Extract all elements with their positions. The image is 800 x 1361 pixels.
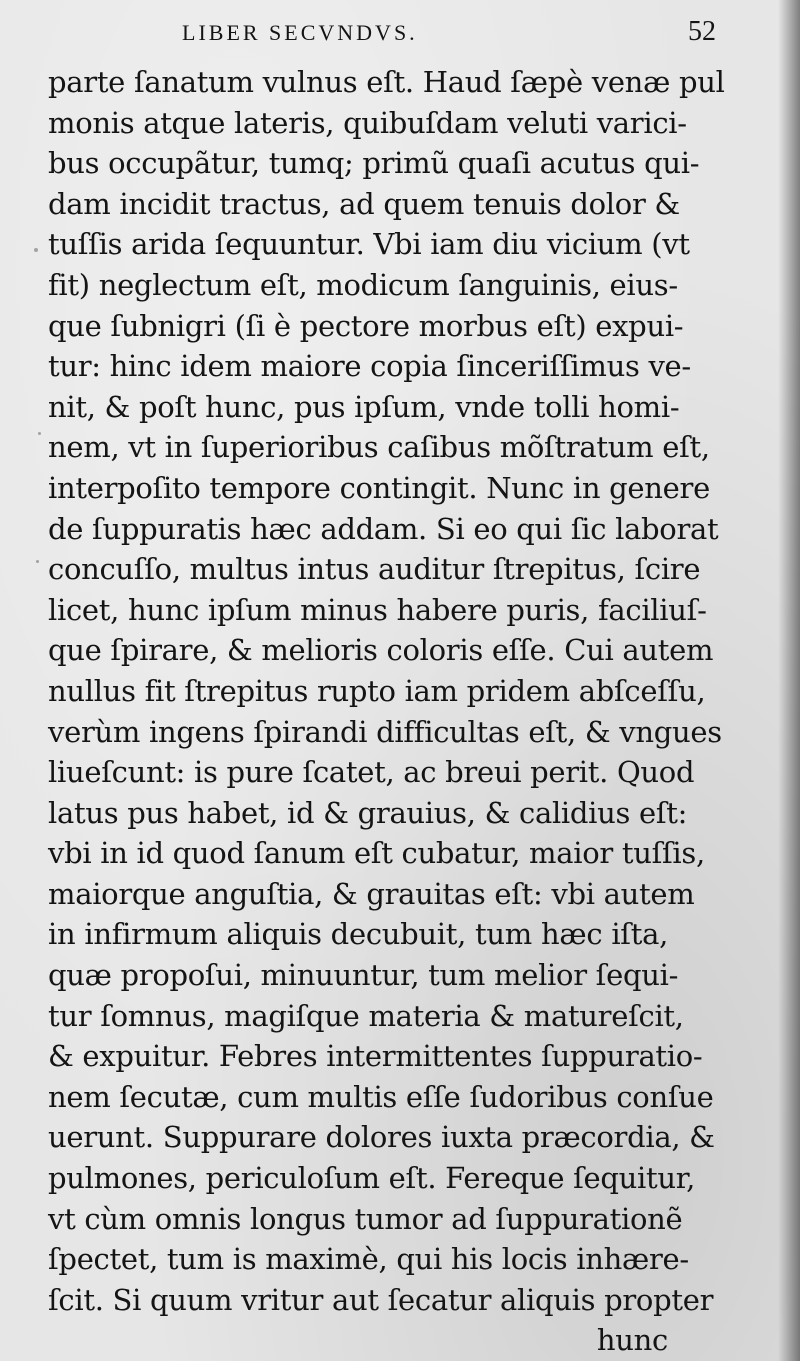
text-line: tur ſomnus, magiſque materia & matureſcit, — [48, 998, 684, 1033]
text-line: in infirmum aliquis decubuit, tum hæc iſta, — [48, 917, 668, 952]
text-line: monis atque lateris, quibuſdam veluti varici- — [48, 105, 687, 140]
page-header — [50, 14, 750, 54]
text-line: bus occupãtur, tumq; primũ quaſi acutus qui- — [48, 146, 700, 181]
text-line: dam incidit tractus, ad quem tenuis dolor & — [48, 186, 680, 221]
text-line: tuſſis arida ſequuntur. Vbi iam diu vicium (vt — [48, 227, 690, 262]
text-line: latus pus habet, id & grauius, & calidius eſt: — [48, 795, 688, 830]
text-line: vt cùm omnis longus tumor ad ſuppurationẽ — [48, 1201, 683, 1236]
text-line: que ſpirare, & melioris coloris eſſe. Cui autem — [48, 633, 714, 668]
ink-speck — [34, 248, 38, 252]
text-line: vbi in id quod ſanum eſt cubatur, maior tuſſis, — [48, 836, 705, 871]
text-line: nem, vt in ſuperioribus caſibus mõſtratum eſt, — [48, 430, 710, 465]
text-line: de ſuppuratis hæc addam. Si eo qui ſic laborat — [48, 511, 719, 546]
text-line: fit) neglectum eſt, modicum ſanguinis, eius- — [48, 267, 678, 302]
text-line: uerunt. Suppurare dolores iuxta præcordia, & — [48, 1120, 715, 1155]
text-line: quæ propoſui, minuuntur, tum melior ſequi- — [48, 958, 679, 993]
text-line: pulmones, periculoſum eſt. Fereque ſequitur, — [48, 1161, 696, 1196]
text-line: que ſubnigri (ſi è pectore morbus eſt) expui- — [48, 308, 684, 343]
text-line: interpoſito tempore contingit. Nunc in genere — [48, 470, 710, 505]
text-line: maiorque anguſtia, & grauitas eſt: vbi autem — [48, 876, 695, 911]
gutter-shadow — [778, 0, 800, 1361]
ink-speck — [36, 560, 39, 563]
text-line: verùm ingens ſpirandi difficultas eſt, & vngues — [48, 714, 722, 749]
text-line: concuſſo, multus intus auditur ſtrepitus, ſcire — [48, 552, 701, 587]
text-line: parte ſanatum vulnus eſt. Haud ſæpè venæ pul — [48, 65, 725, 99]
catchword: hunc — [596, 1323, 668, 1358]
text-line: liueſcunt: is pure ſcatet, ac breui perit. Quod — [48, 755, 695, 790]
text-line: tur: hinc idem maiore copia ſinceriſſimus ve- — [48, 349, 691, 384]
text-line: nit, & poſt hunc, pus ipſum, vnde tolli homi- — [48, 389, 680, 424]
running-head: LIBER SECVNDVS. — [182, 20, 418, 45]
ink-speck — [38, 432, 41, 435]
page-number: 52 — [688, 16, 716, 47]
text-line: licet, hunc ipſum minus habere puris, faciliuſ- — [48, 592, 707, 627]
text-line: nullus fit ſtrepitus rupto iam pridem abſceſſu, — [48, 673, 706, 708]
text-line: nem ſecutæ, cum multis eſſe ſudoribus conſue — [48, 1079, 714, 1114]
text-line: & expuitur. Febres intermittentes ſuppuratio- — [48, 1039, 703, 1074]
text-line: ſcit. Si quum vritur aut ſecatur aliquis propter — [48, 1282, 714, 1317]
body-text — [48, 62, 725, 1361]
text-line: ſpectet, tum is maximè, qui his locis inhære- — [48, 1242, 689, 1277]
